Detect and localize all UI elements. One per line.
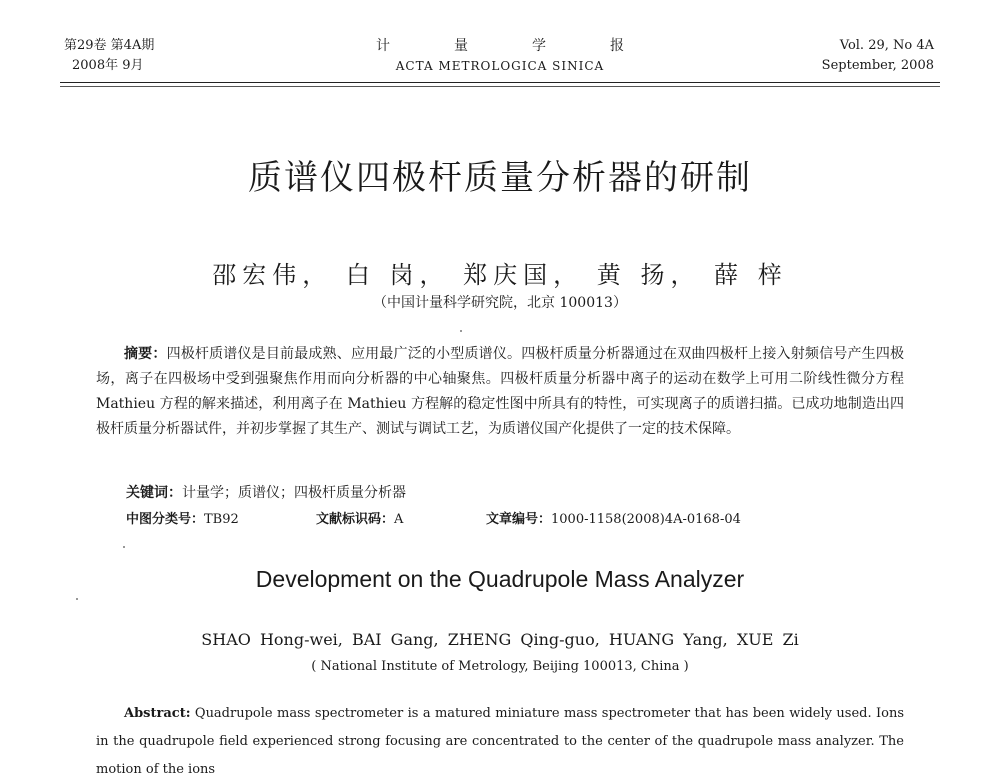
authors-en: SHAO Hong-wei, BAI Gang, ZHENG Qing-guo, HUANG Yang, XUE Zi	[201, 630, 799, 649]
keywords-text-cn: 计量学；质谱仪；四极杆质量分析器	[182, 485, 406, 501]
article-no-value: 1000-1158(2008)4A-0168-04	[551, 512, 741, 527]
authors-cn: 邵宏伟， 白 岗， 郑庆国， 黄 扬， 薛 梓	[212, 261, 788, 289]
header-center	[300, 36, 700, 76]
scan-speck	[123, 546, 125, 548]
abstract-en	[96, 700, 904, 784]
classification-row	[126, 508, 906, 527]
keywords-cn	[126, 482, 406, 502]
scan-speck	[76, 598, 78, 600]
affiliation-cn: （中国计量科学研究院，北京 100013）	[373, 295, 627, 311]
doc-code-value: A	[394, 512, 404, 527]
date-cn: 2008年 9月	[72, 58, 144, 73]
clc-value: TB92	[204, 512, 239, 527]
affiliation-en: ( National Institute of Metrology, Beijing 100013, China )	[311, 659, 689, 674]
journal-title-cn: 计量学报	[376, 38, 688, 54]
document-code	[316, 508, 486, 527]
clc-label: 中图分类号：	[126, 512, 205, 527]
date-en: September, 2008	[821, 58, 934, 73]
journal-title-en: ACTA METROLOGICA SINICA	[395, 59, 605, 73]
paper-title-cn: 质谱仪四极杆质量分析器的研制	[248, 158, 752, 198]
abstract-text-cn: 四极杆质谱仪是目前最成熟、应用最广泛的小型质谱仪。四极杆质量分析器通过在双曲四极杆上接入射频信号产生四极场，离子在四极场中受到强聚焦作用而向分析器的中心轴聚焦。四极杆质量分析器中离子的运动在数学上可用二阶线性微分方程 Mathieu 方程的解来描述，利用离子在 Mathieu 方程解的稳定性图中所具有的特性，可实现离子的质谱扫描。已成功地制造出四极杆质量分析器试件，并初步掌握了其生产、测试与调试工艺，为质谱仪国产化提供了一定的技术保障。	[96, 346, 905, 437]
abstract-cn	[96, 342, 904, 442]
volume-issue-en: Vol. 29, No 4A	[839, 38, 934, 53]
header-rule-top	[60, 82, 940, 83]
keywords-label-cn: 关键词：	[126, 485, 182, 501]
header-left	[64, 36, 154, 76]
paper-title-en: Development on the Quadrupole Mass Analyzer	[255, 566, 745, 592]
scan-speck	[460, 330, 462, 332]
volume-issue-cn: 第29卷 第4A期	[64, 38, 155, 53]
clc-number	[126, 508, 316, 527]
header-rule-bottom	[60, 86, 940, 87]
abstract-text-en: Quadrupole mass spectrometer is a matured miniature mass spectrometer that has been widely used. Ions in the quadrupole field experienced strong focusing are concentrated to the center of the quadrupole mass analyzer. The motion of the ions	[96, 706, 904, 777]
abstract-label-en: Abstract:	[124, 706, 191, 721]
article-number	[486, 508, 741, 527]
abstract-label-cn: 摘要：	[124, 346, 167, 362]
article-no-label: 文章编号：	[486, 512, 552, 527]
doc-code-label: 文献标识码：	[316, 512, 395, 527]
header-right	[822, 36, 934, 76]
